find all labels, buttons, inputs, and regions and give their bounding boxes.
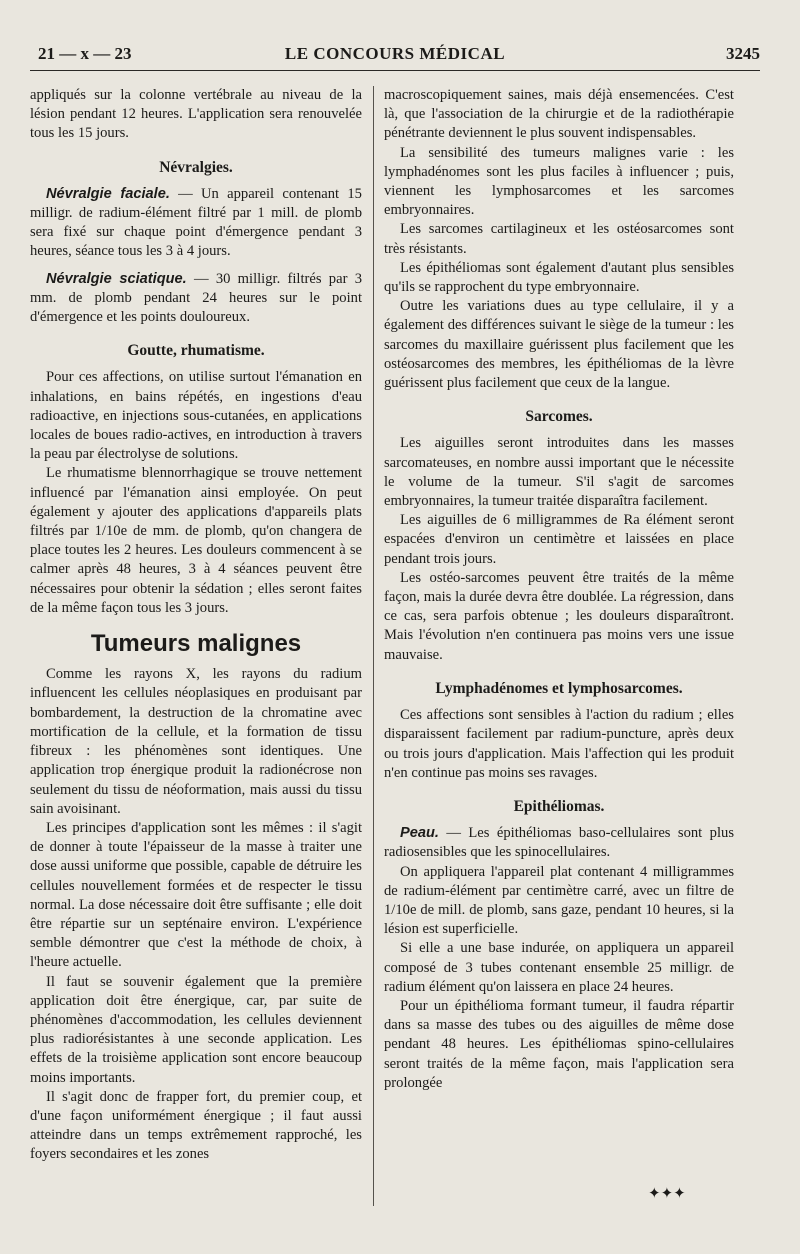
- paragraph: Les aiguilles seront introduites dans les masses sarcomateuses, en nombre aussi important que le nécessite le volume de la tumeur. S'il s'agit de sarcomes embryonnaires, la tumeur traitée disparaîtra facilement.: [384, 435, 734, 510]
- paragraph: Les aiguilles de 6 milligrammes de Ra élément seront espacées d'environ un centimètre et laissées en place pendant trois jours.: [384, 512, 734, 567]
- paragraph: Comme les rayons X, les rayons du radium influencent les cellules néoplasiques en produisant par bombardement, la destruction de la chromatine avec mortification de la cellule, et la formation de tissu fibreux : les phénomènes sont identiques. Une application trop énergique produit la radionécrose non seulement du tissu de néoformation, mais aussi du tissu sain avoisinant.: [30, 666, 362, 817]
- paragraph-text: — Les épithéliomas baso-cellulaires sont plus radiosensibles que les spinocellulaires.: [384, 825, 734, 861]
- header-page-number: 3245: [726, 44, 760, 63]
- paragraph-text: — Un appareil contenant 15 milligr. de radium-élément filtré par 1 mill. de plomb sera fixé sur chaque point d'émergence pendant 3 heures, séance tous les 3 à 4 jours.: [30, 185, 362, 260]
- paragraph: Il s'agit donc de frapper fort, du premier coup, et d'une façon uniformément énergique ; il faut aussi atteindre dans un temps extrêmement rapproché, les foyers secondaires et les zones: [30, 1088, 362, 1163]
- left-column: [30, 86, 362, 1165]
- footer-ornament-icon: ✦✦✦: [648, 1184, 686, 1202]
- paragraph: La sensibilité des tumeurs malignes varie : les lymphadénomes sont les plus faciles à influencer ; puis, viennent les lymphosarcomes et les sarcomes embryonnaires.: [384, 144, 734, 219]
- section-heading-sarcomes: Sarcomes.: [525, 408, 593, 426]
- lead-nevralgie-sciatique: Névralgie sciatique.: [46, 270, 187, 287]
- header-date: 21 — x — 23: [38, 44, 132, 63]
- paragraph: Pour ces affections, on utilise surtout l'émanation en inhalations, en bains répétés, en ingestions d'eau radioactive, en injections sous-cutanées, en applications locales de boues radio-actives, en introduction à travers la peau par électrolyse de solutions.: [30, 369, 362, 463]
- lead-peau: Peau.: [400, 825, 439, 842]
- paragraph: Les principes d'application sont les mêmes : il s'agit de donner à toute l'épaisseur de la masse à traiter une dose aussi uniforme que possible, capable de détruire les cellules nouvellement formées et de respecter le tissu normal. La dose nécessaire doit être suffisante ; elle doit être répartie sur un septénaire environ. L'expérience semble démontrer que c'est la méthode de choix, à l'heure actuelle.: [30, 819, 362, 971]
- section-heading-lymphadenomes: Lymphadénomes et lymphosarcomes.: [435, 679, 683, 697]
- paragraph-peau: [384, 824, 734, 862]
- paragraph-text: — 30 milligr. filtrés par 3 mm. de plomb pendant 24 heures sur le point d'émergence et les points douloureux.: [30, 270, 362, 326]
- paragraph-nevralgie-faciale: [30, 185, 362, 262]
- paragraph: Les ostéo-sarcomes peuvent être traités de la même façon, mais la durée devra être doublée. La régression, dans ce cas, sera parfois obtenue ; les douleurs disparaîtront. Mais l'évolution n'en continuera pas moins vers une issue mauvaise.: [384, 569, 734, 663]
- header-title: LE CONCOURS MÉDICAL: [284, 44, 506, 63]
- header-rule: [30, 70, 760, 71]
- paragraph: Il faut se souvenir également que la première application doit être énergique, car, par suite de phénomènes d'accommodation, les cellules deviennent plus radiorésistantes à une seconde application. Les effets de la troisième application sont encore beaucoup moins importants.: [30, 973, 362, 1086]
- paragraph: Outre les variations dues au type cellulaire, il y a également des différences suivant le siège de la tumeur : les sarcomes du maxillaire guérissent plus facilement que les ostéosarcomes des membres, les épithéliomas de la lèvre guérissent plus facilement que ceux de la langue.: [384, 298, 734, 392]
- lead-nevralgie-faciale: Névralgie faciale.: [46, 185, 170, 202]
- column-divider: [373, 86, 374, 1206]
- paragraph: Pour un épithélioma formant tumeur, il faudra répartir dans sa masse des tubes ou des aiguilles de même dose pendant 48 heures. Les épithéliomas spino-cellulaires seront traités de la même façon, mais l'application sera prolongée: [384, 997, 734, 1091]
- paragraph: Ces affections sont sensibles à l'action du radium ; elles disparaissent facilement par radium-puncture, après deux ou trois jours d'application. Mais l'affection qui les produit n'en continue pas moins ses ravages.: [384, 707, 734, 781]
- paragraph: Le rhumatisme blennorrhagique se trouve nettement influencé par l'émanation ainsi employée. On peut également y ajouter des applications d'appareils plats filtrés par 1/10e de mm. de plomb, qu'on changera de place toutes les 2 heures. Les douleurs commencent à se calmer après 48 heures, 3 à 4 séances peuvent être nécessaires pour obtenir la sédation ; elles seront faites de la même façon tous les 3 jours.: [30, 465, 362, 616]
- paragraph: Les sarcomes cartilagineux et les ostéosarcomes sont très résistants.: [384, 221, 734, 257]
- paragraph-nevralgie-sciatique: [30, 270, 362, 328]
- right-column: [384, 86, 734, 1093]
- section-heading-tumeurs-malignes: Tumeurs malignes: [90, 630, 302, 658]
- section-heading-nevralgies: Névralgies.: [159, 158, 233, 176]
- paragraph: appliqués sur la colonne vertébrale au niveau de la lésion pendant 12 heures. L'application sera renouvelée tous les 15 jours.: [30, 87, 362, 142]
- section-heading-goutte: Goutte, rhumatisme.: [127, 342, 265, 360]
- paragraph: macroscopiquement saines, mais déjà ensemencées. C'est là, que l'association de la chirurgie et de la radiothérapie pénétrante deviennent le plus souvent indispensables.: [384, 87, 734, 142]
- paragraph: Si elle a une base indurée, on appliquera un appareil composé de 3 tubes contenant ensemble 25 milligr. de radium élément qu'on laissera en place 24 heures.: [384, 940, 734, 995]
- section-heading-epitheliomas: Epithéliomas.: [513, 797, 605, 815]
- paragraph: Les épithéliomas sont également d'autant plus sensibles qu'ils se rapprochent du type embryonnaire.: [384, 259, 734, 296]
- paragraph: On appliquera l'appareil plat contenant 4 milligrammes de radium-élément par centimètre carré, avec un filtre de 1/10e de mill. de plomb, sans gaze, pendant 10 heures, si la lésion est superficielle.: [384, 863, 734, 938]
- page-header: [30, 40, 760, 68]
